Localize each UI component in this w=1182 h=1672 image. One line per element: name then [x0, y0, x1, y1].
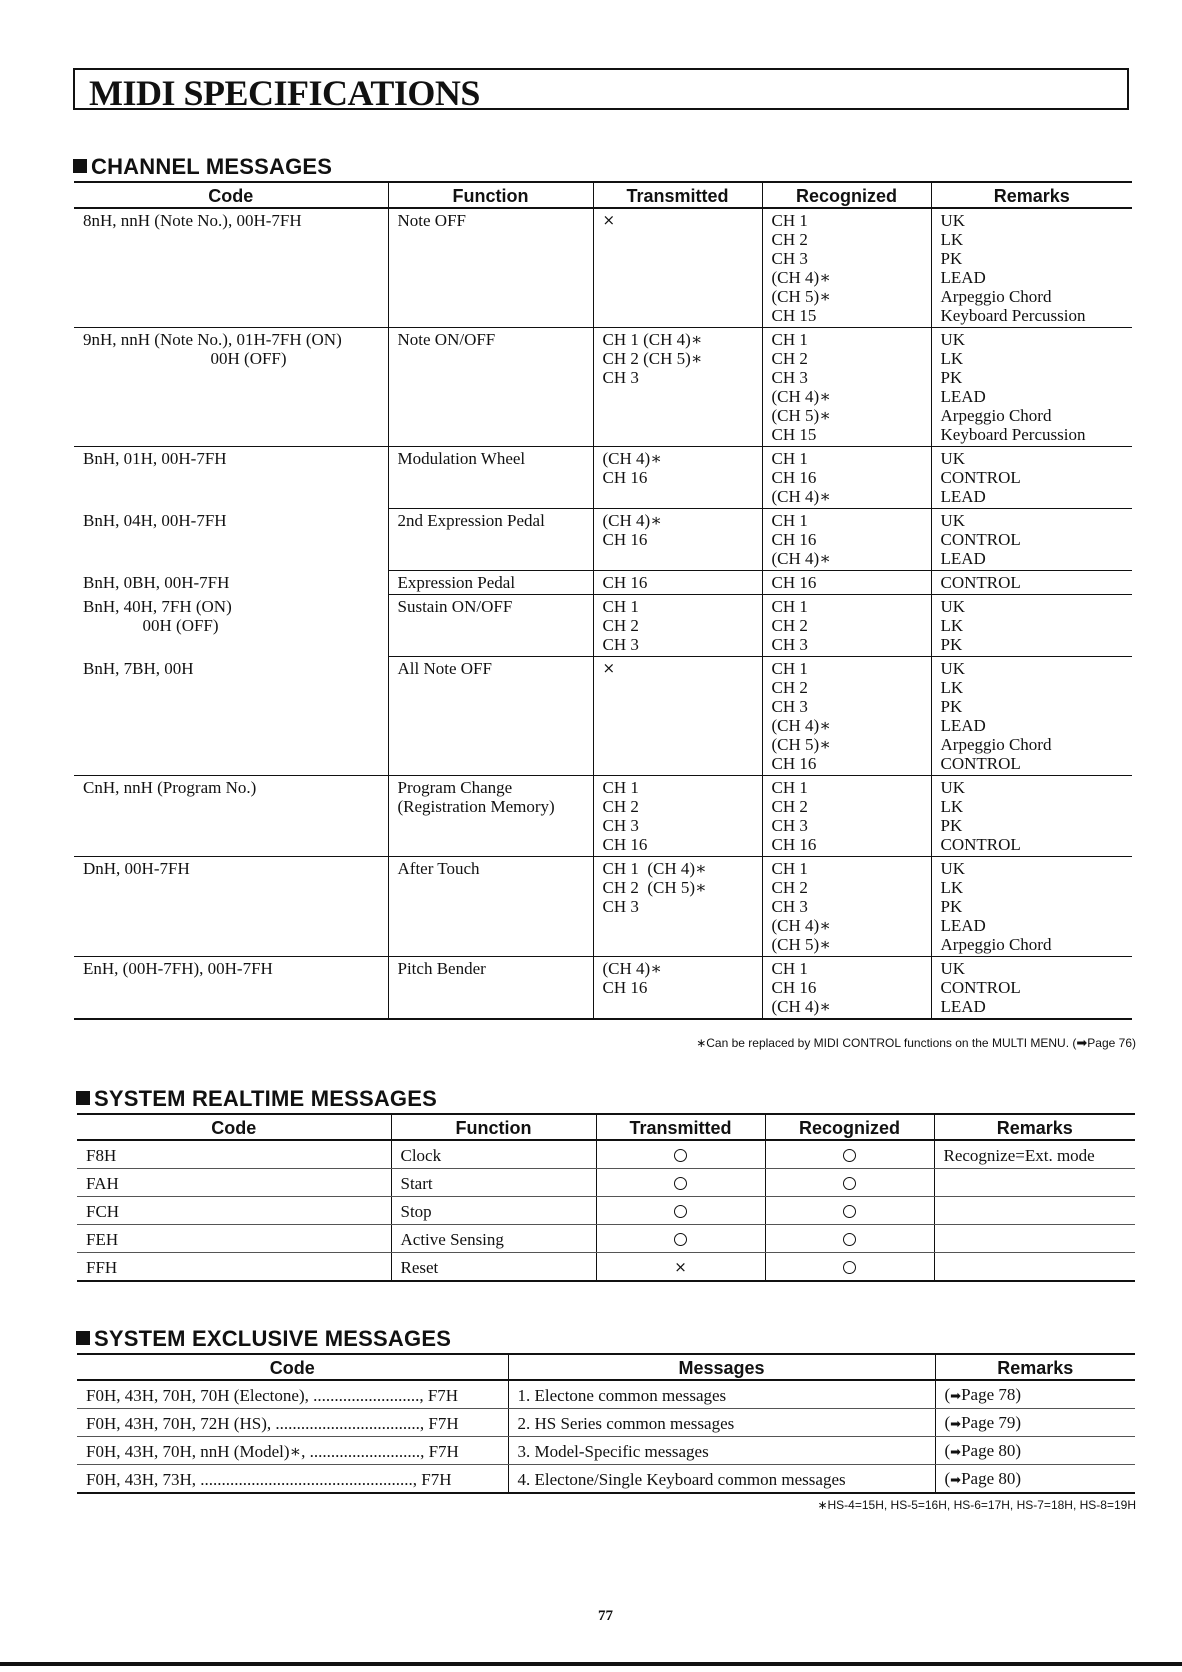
cell-function: Note OFF — [388, 208, 593, 328]
cell-transmitted — [596, 1169, 765, 1197]
cell-remarks: UK LK PK CONTROL — [931, 776, 1132, 857]
cell-function: Clock — [391, 1140, 596, 1169]
exclusive-footnote: ∗HS-4=15H, HS-5=16H, HS-6=17H, HS-7=18H, HS-8=19H — [817, 1498, 1136, 1512]
circle-icon — [843, 1149, 856, 1162]
circle-icon — [843, 1205, 856, 1218]
system-exclusive-heading-text: SYSTEM EXCLUSIVE MESSAGES — [94, 1326, 452, 1351]
table-row — [74, 328, 1132, 447]
table-row — [77, 1409, 1135, 1437]
table-row — [77, 1380, 1135, 1409]
cell-recognized: CH 1 CH 2 CH 3 — [762, 595, 931, 657]
cell-code: FEH — [77, 1225, 391, 1253]
cell-recognized: CH 1 CH 16 (CH 4)∗ — [762, 957, 931, 1020]
cell-recognized: CH 1 CH 16 (CH 4)∗ — [762, 447, 931, 509]
cell-remarks — [934, 1225, 1135, 1253]
arrow-right-icon: ➡ — [1076, 1036, 1088, 1051]
cell-code: 8nH, nnH (Note No.), 00H-7FH — [74, 208, 388, 328]
page-title-box — [73, 68, 1129, 113]
cell-transmitted: (CH 4)∗ CH 16 — [593, 509, 762, 571]
cell-transmitted: CH 1 CH 2 CH 3 — [593, 595, 762, 657]
cell-function: Program Change (Registration Memory) — [388, 776, 593, 857]
system-exclusive-heading — [76, 1326, 451, 1352]
cell-remarks — [934, 1197, 1135, 1225]
cell-function: Pitch Bender — [388, 957, 593, 1020]
cell-function: Active Sensing — [391, 1225, 596, 1253]
cell-remarks — [934, 1253, 1135, 1282]
cell-remarks: UK CONTROL LEAD — [931, 447, 1132, 509]
cell-function: Start — [391, 1169, 596, 1197]
cell-recognized: CH 1 CH 16 (CH 4)∗ — [762, 509, 931, 571]
cell-code: F0H, 43H, 70H, 70H (Electone), ........................., F7H — [77, 1380, 508, 1409]
cell-function: Reset — [391, 1253, 596, 1282]
cell-recognized: CH 1 CH 2 CH 3 (CH 4)∗ (CH 5)∗ CH 15 — [762, 328, 931, 447]
table-header-row — [77, 1354, 1135, 1380]
cell-recognized — [765, 1197, 934, 1225]
cell-code: BnH, 7BH, 00H — [74, 657, 388, 776]
table-header-row — [77, 1114, 1135, 1140]
table-row — [77, 1197, 1135, 1225]
cell-code: BnH, 01H, 00H-7FH — [83, 449, 227, 468]
cell-code: F8H — [77, 1140, 391, 1169]
cell-transmitted: (CH 4)∗ CH 16 — [593, 447, 762, 509]
table-row — [74, 595, 1132, 657]
channel-footnote — [696, 1036, 1136, 1051]
system-realtime-heading-text: SYSTEM REALTIME MESSAGES — [94, 1086, 437, 1111]
circle-icon — [674, 1233, 687, 1246]
channel-messages-heading-text: CHANNEL MESSAGES — [91, 154, 333, 179]
cell-function: Sustain ON/OFF — [388, 595, 593, 657]
cell-code: FCH — [77, 1197, 391, 1225]
cell-code: DnH, 00H-7FH — [74, 857, 388, 957]
cell-function: Stop — [391, 1197, 596, 1225]
column-header-function: Function — [388, 182, 593, 208]
square-bullet-icon — [76, 1091, 90, 1105]
cell-transmitted — [596, 1140, 765, 1169]
table-row — [74, 957, 1132, 1020]
cell-code: F0H, 43H, 70H, 72H (HS), .................................., F7H — [77, 1409, 508, 1437]
cell-remarks: (➡Page 78) — [935, 1380, 1135, 1409]
system-realtime-table — [77, 1113, 1135, 1282]
square-bullet-icon — [76, 1331, 90, 1345]
column-header-remarks: Remarks — [931, 182, 1132, 208]
table-row — [74, 447, 1132, 509]
column-header-remarks: Remarks — [935, 1354, 1135, 1380]
circle-icon — [674, 1149, 687, 1162]
cell-transmitted: × — [593, 208, 762, 328]
cell-recognized: CH 1 CH 2 CH 3 (CH 4)∗ (CH 5)∗ — [762, 857, 931, 957]
circle-icon — [674, 1177, 687, 1190]
cell-recognized — [765, 1253, 934, 1282]
arrow-right-icon: ➡ — [950, 1416, 962, 1432]
cell-function: Note ON/OFF — [388, 328, 593, 447]
column-header-code: Code — [74, 182, 388, 208]
cell-transmitted: × — [596, 1253, 765, 1282]
table-row — [77, 1169, 1135, 1197]
column-header-transmitted: Transmitted — [593, 182, 762, 208]
column-header-remarks: Remarks — [934, 1114, 1135, 1140]
column-header-recognized: Recognized — [765, 1114, 934, 1140]
cell-code: EnH, (00H-7FH), 00H-7FH — [74, 957, 388, 1020]
column-header-code: Code — [77, 1354, 508, 1380]
cell-remarks: UK LK PK — [931, 595, 1132, 657]
page-title: MIDI SPECIFICATIONS — [89, 73, 480, 113]
cell-code: BnH, 04H, 00H-7FH — [83, 510, 227, 530]
page-number: 77 — [598, 1608, 613, 1624]
column-header-function: Function — [391, 1114, 596, 1140]
cell-recognized: CH 16 — [762, 571, 931, 595]
cell-function: 2nd Expression Pedal — [388, 509, 593, 571]
page-reference: Page 78) — [961, 1384, 1022, 1404]
cell-recognized: CH 1 CH 2 CH 3 CH 16 — [762, 776, 931, 857]
cell-function: Modulation Wheel — [388, 447, 593, 509]
channel-footnote-text: ∗Can be replaced by MIDI CONTROL functions on the MULTI MENU. ( — [696, 1036, 1077, 1050]
cell-code: BnH, 40H, 7FH (ON) 00H (OFF) — [83, 596, 232, 635]
cell-remarks: (➡Page 80) — [935, 1437, 1135, 1465]
table-row — [74, 208, 1132, 328]
cell-remarks: UK CONTROL LEAD — [931, 509, 1132, 571]
cell-transmitted: CH 1 CH 2 CH 3 CH 16 — [593, 776, 762, 857]
cell-recognized: CH 1 CH 2 CH 3 (CH 4)∗ (CH 5)∗ CH 16 — [762, 657, 931, 776]
arrow-right-icon: ➡ — [950, 1472, 962, 1488]
cell-transmitted: CH 1 (CH 4)∗ CH 2 (CH 5)∗ CH 3 — [593, 328, 762, 447]
cell-code: 9nH, nnH (Note No.), 01H-7FH (ON) 00H (OFF) — [74, 328, 388, 447]
cell-recognized — [765, 1225, 934, 1253]
cell-remarks: UK LK PK LEAD Arpeggio Chord — [931, 857, 1132, 957]
square-bullet-icon — [73, 159, 87, 173]
table-row — [77, 1225, 1135, 1253]
table-row — [77, 1253, 1135, 1282]
cell-transmitted: CH 16 — [593, 571, 762, 595]
cell-message: 2. HS Series common messages — [508, 1409, 935, 1437]
cell-remarks: (➡Page 79) — [935, 1409, 1135, 1437]
table-row — [74, 857, 1132, 957]
page-reference: Page 80) — [961, 1468, 1022, 1488]
column-header-messages: Messages — [508, 1354, 935, 1380]
channel-footnote-ref: Page 76) — [1087, 1036, 1136, 1050]
cell-transmitted — [596, 1197, 765, 1225]
cell-remarks: CONTROL — [931, 571, 1132, 595]
circle-icon — [674, 1205, 687, 1218]
cell-message: 4. Electone/Single Keyboard common messages — [508, 1465, 935, 1494]
cell-code: BnH, 0BH, 00H-7FH — [83, 572, 230, 592]
arrow-right-icon: ➡ — [950, 1388, 962, 1404]
cell-remarks: (➡Page 80) — [935, 1465, 1135, 1494]
column-header-transmitted: Transmitted — [596, 1114, 765, 1140]
cell-code: FAH — [77, 1169, 391, 1197]
cell-recognized — [765, 1169, 934, 1197]
table-row — [74, 657, 1132, 776]
circle-icon — [843, 1261, 856, 1274]
page-reference: Page 79) — [961, 1412, 1022, 1432]
cell-transmitted — [596, 1225, 765, 1253]
cell-remarks: UK LK PK LEAD Arpeggio Chord Keyboard Percussion — [931, 208, 1132, 328]
column-header-code: Code — [77, 1114, 391, 1140]
channel-messages-table — [74, 181, 1132, 1020]
cell-code: FFH — [77, 1253, 391, 1282]
table-row — [77, 1437, 1135, 1465]
channel-messages-heading — [73, 154, 332, 180]
table-header-row — [74, 182, 1132, 208]
cell-recognized — [765, 1140, 934, 1169]
table-row — [77, 1140, 1135, 1169]
table-row — [74, 776, 1132, 857]
cell-remarks: UK CONTROL LEAD — [931, 957, 1132, 1020]
cell-transmitted: × — [593, 657, 762, 776]
arrow-right-icon: ➡ — [950, 1444, 962, 1460]
cell-remarks: Recognize=Ext. mode — [934, 1140, 1135, 1169]
circle-icon — [843, 1233, 856, 1246]
table-row — [77, 1465, 1135, 1494]
cell-recognized: CH 1 CH 2 CH 3 (CH 4)∗ (CH 5)∗ CH 15 — [762, 208, 931, 328]
circle-icon — [843, 1177, 856, 1190]
table-row — [74, 509, 1132, 571]
system-exclusive-table — [77, 1353, 1135, 1494]
table-row — [74, 571, 1132, 595]
bottom-rule — [0, 1662, 1182, 1666]
cell-remarks — [934, 1169, 1135, 1197]
cell-code: F0H, 43H, 70H, nnH (Model)∗, .........................., F7H — [77, 1437, 508, 1465]
cell-function: After Touch — [388, 857, 593, 957]
page-reference: Page 80) — [961, 1440, 1022, 1460]
system-realtime-heading — [76, 1086, 437, 1112]
cell-function: Expression Pedal — [388, 571, 593, 595]
cell-transmitted: (CH 4)∗ CH 16 — [593, 957, 762, 1020]
cell-code: CnH, nnH (Program No.) — [74, 776, 388, 857]
cell-function: All Note OFF — [388, 657, 593, 776]
cell-transmitted: CH 1 (CH 4)∗ CH 2 (CH 5)∗ CH 3 — [593, 857, 762, 957]
cell-message: 3. Model-Specific messages — [508, 1437, 935, 1465]
cell-remarks: UK LK PK LEAD Arpeggio Chord CONTROL — [931, 657, 1132, 776]
cell-remarks: UK LK PK LEAD Arpeggio Chord Keyboard Percussion — [931, 328, 1132, 447]
cell-code: F0H, 43H, 73H, .................................................., F7H — [77, 1465, 508, 1494]
cell-message: 1. Electone common messages — [508, 1380, 935, 1409]
column-header-recognized: Recognized — [762, 182, 931, 208]
